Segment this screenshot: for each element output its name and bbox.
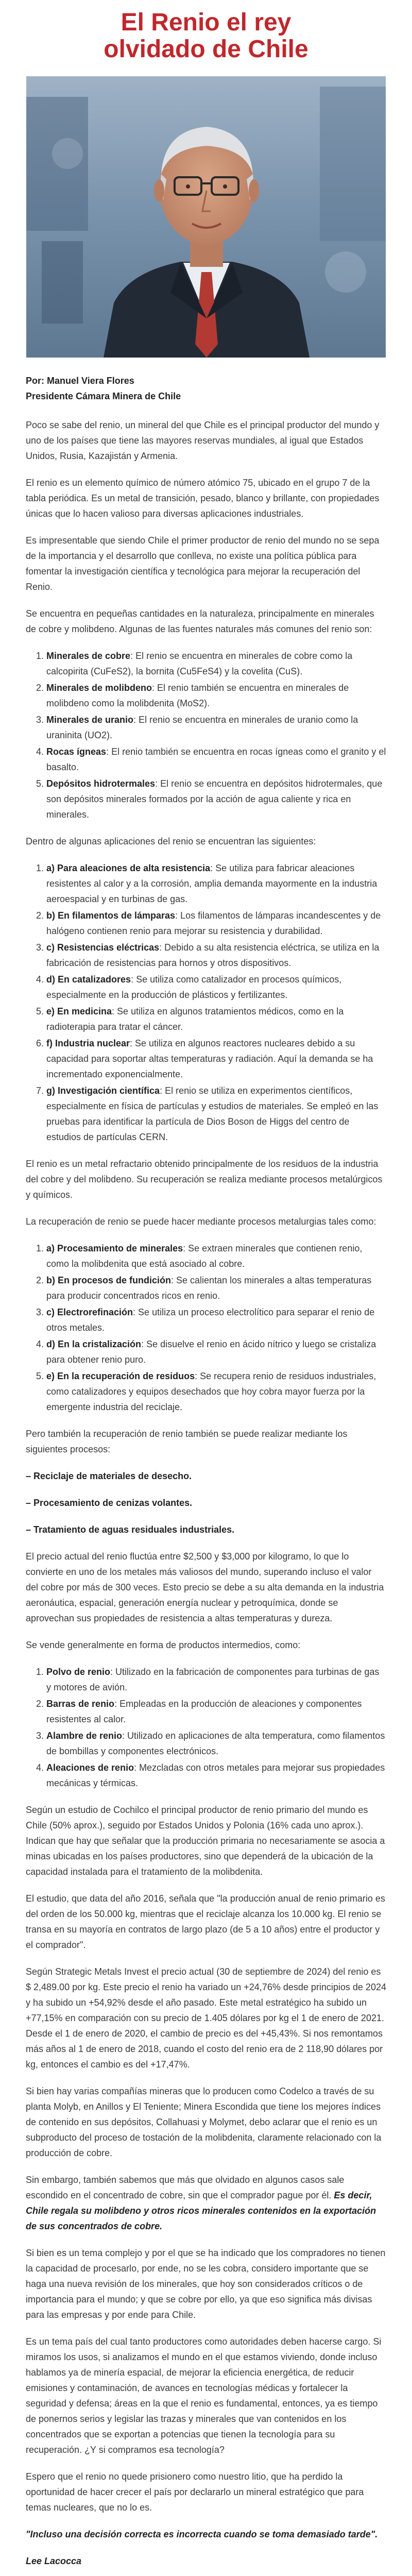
list-item: 7. g) Investigación científica: El renio se utiliza en experimentos científicos, especialmente en física de partículas y estudios de materiales. Se empleó en las pruebas para identificar la partícula de Dios Boson de Higgs del centro de estudios de partículas CERN. bbox=[46, 1083, 386, 1145]
list-item: 1. a) Para aleaciones de alta resistencia: Se utiliza para fabricar aleaciones resistentes al calor y a la corrosión, amplia demanda mayormente en la industria aeroespacial y en turbinas de gas. bbox=[46, 860, 386, 907]
list-item: 4. d) En la cristalización: Se disuelve el renio en ácido nítrico y luego se cristaliza para obtener renio puro. bbox=[46, 1336, 386, 1367]
paragraph: Es un tema país del cual tanto productores como autoridades deben hacerse cargo. Si miramos los usos, si analizamos el mundo en el que estamos viviendo, donde incluso hablamos ya de minería espacial, de mejorar la eficiencia energética, de reducir emisiones y contaminación, de avances en tecnologías médicas y fortalecer la seguridad y defensa; áreas en la que el renio es fundamental, entonces, ya es tiempo de ponernos serios y legislar las trazas y minerales que van contenidos en los concentrados que se exportan a potencias que tienen la tecnología para su recuperación. ¿Y si compramos esa tecnología? bbox=[26, 2336, 382, 2455]
list-item: 5. e) En la recuperación de residuos: Se recupera renio de residuos industriales, como catalizadores y equipos desechados que hoy cobra mayor fuerza por la emergente industria del reciclaje. bbox=[46, 1368, 386, 1415]
list-item: 4. Rocas ígneas: El renio también se encuentra en rocas ígneas como el granito y el basalto. bbox=[46, 744, 386, 775]
closing-quote: "Incluso una decisión correcta es incorrecta cuando se toma demasiado tarde". bbox=[26, 2529, 378, 2539]
article-body bbox=[0, 373, 412, 2569]
paragraph: Se encuentra en pequeñas cantidades en la naturaleza, principalmente en minerales de cobre y molibdeno. Algunas de las fuentes naturales más comunes del renio son: bbox=[26, 608, 374, 634]
author-portrait bbox=[26, 76, 386, 358]
list-item: 2. Minerales de molibdeno: El renio también se encuentra en minerales de molibdeno como la molibdenita (MoS2). bbox=[46, 680, 386, 711]
paragraph: Sin embargo, también sabemos que más que olvidado en algunos casos sale escondido en el concentrado de cobre, sin que el comprador pague por él. Es decir, Chile regala su molibdeno y otros ricos minerales contenidos en la exportación de sus concentrados de cobre. bbox=[26, 2175, 376, 2231]
list-item: 1. a) Procesamiento de minerales: Se extraen minerales que contienen renio, como la molibdenita que está asociado al cobre. bbox=[46, 1241, 386, 1272]
list-item: 2. b) En filamentos de lámparas: Los filamentos de lámparas incandescentes y de halógeno contienen renio para mejorar su resistencia y durabilidad. bbox=[46, 908, 386, 939]
list-item: 6. f) Industria nuclear: Se utiliza en algunos reactores nucleares debido a su capacidad para soportar altas temperaturas y radiación. Aquí la demanda se ha incrementado exponencialmente. bbox=[46, 1036, 386, 1082]
products-list bbox=[26, 1664, 386, 1791]
paragraph: El precio actual del renio fluctúa entre $2,500 y $3,000 por kilogramo, lo que lo convierte en uno de los metales más valiosos del mundo, superando incluso el valor del cobre por más de 300 veces. Esto precio se debe a su alta demanda en la industria aeronáutica, espacial, generación energía nuclear y petroquímica, donde se aprovechan sus propiedades de resistencia a altas temperaturas y dureza. bbox=[26, 1551, 384, 1623]
paragraph: Pero también la recuperación de renio también se puede realizar mediante los siguientes procesos: bbox=[26, 1429, 348, 1454]
author-name: Por: Manuel Viera Flores bbox=[26, 376, 134, 386]
process-item: – Procesamiento de cenizas volantes. bbox=[26, 1498, 193, 1508]
portrait-illustration bbox=[26, 76, 386, 358]
list-item: 1. Minerales de cobre: El renio se encuentra en minerales de cobre como la calcopirita (CuFeS2), la bornita (Cu5FeS4) y la covelita (CuS). bbox=[46, 648, 386, 679]
paragraph: Si bien es un tema complejo y por el que se ha indicado que los compradores no tienen la capacidad de procesarlo, por ende, no se les cobra, considero importante que se haga una nueva revisión de los minerales, que hoy son considerados críticos o de importancia para el mundo; y que se cobre por ello, ya que eso significa más divisas para las empresas y por ende para Chile. bbox=[26, 2248, 386, 2320]
paragraph: La recuperación de renio se puede hacer mediante procesos metalurgias tales como: bbox=[26, 1216, 376, 1227]
list-item: 5. e) En medicina: Se utiliza en algunos tratamientos médicos, como en la radioterapia para tratar el cáncer. bbox=[46, 1004, 386, 1035]
list-item: 2. b) En procesos de fundición: Se calientan los minerales a altas temperaturas para producir concentrados ricos en renio. bbox=[46, 1273, 386, 1303]
paragraph: Es impresentable que siendo Chile el primer productor de renio del mundo no se sepa de la importancia y el desarrollo que conlleva, no existe una política pública para fomentar la investigación científica y tecnológica para mejorar la recuperación del Renio. bbox=[26, 535, 380, 592]
list-item: 1. Polvo de renio: Utilizado en la fabricación de componentes para turbinas de gas y motores de avión. bbox=[46, 1664, 386, 1695]
list-item: 3. c) Electrorefinación: Se utiliza un proceso electrolítico para separar el renio de otros metales. bbox=[46, 1304, 386, 1335]
recovery-list bbox=[26, 1241, 386, 1415]
list-item: 2. Barras de renio: Empleadas en la producción de aleaciones y componentes resistentes al calor. bbox=[46, 1696, 386, 1727]
paragraph: Si bien hay varias compañías mineras que lo producen como Codelco a través de su planta Molyb, en Anillos y El Teniente; Minera Escondida que tiene los mejores índices de contenido en sus depósitos, Collahuasi y Molymet, debo aclarar que el renio es un subproducto del proceso de tostación de la molibdenita, claramente relacionado con la producción de cobre. bbox=[26, 2086, 382, 2158]
process-item: – Tratamiento de aguas residuales industriales. bbox=[26, 1524, 235, 1535]
sources-list bbox=[26, 648, 386, 822]
list-item: 3. Alambre de renio: Utilizado en aplicaciones de alta temperatura, como filamentos de bombillas y componentes electrónicos. bbox=[46, 1728, 386, 1759]
list-item: 3. c) Resistencias eléctricas: Debido a su alta resistencia eléctrica, se utiliza en la fabricación de resistencias para hornos y otros dispositivos. bbox=[46, 940, 386, 971]
list-item: 4. d) En catalizadores: Se utiliza como catalizador en procesos químicos, especialmente en la producción de plásticos y fertilizantes. bbox=[46, 972, 386, 1003]
quote-author: Lee Lacocca bbox=[26, 2556, 82, 2566]
paragraph: El renio es un elemento químico de número atómico 75, ubicado en el grupo 7 de la tabla periódica. Es un metal de transición, pesado, blanco y brillante, con propiedades únicas que lo hacen valioso para diversas aplicaciones industriales. bbox=[26, 478, 380, 519]
emphasis: Es decir, Chile regala su molibdeno y otros ricos minerales contenidos en la exportación de sus concentrados de cobre. bbox=[26, 2190, 376, 2231]
paragraph: Dentro de algunas aplicaciones del renio se encuentran las siguientes: bbox=[26, 836, 316, 846]
article-title: El Renio el rey olvidado de Chile bbox=[104, 9, 308, 63]
byline bbox=[26, 373, 386, 404]
paragraph: Poco se sabe del renio, un mineral del que Chile es el principal productor del mundo y uno de los países que tiene las mayores reservas mundiales, al igual que Estados Unidos, Rusia, Kazajistán y Armenia. bbox=[26, 420, 380, 461]
applications-list bbox=[26, 860, 386, 1145]
paragraph: El renio es un metal refractario obtenido principalmente de los residuos de la industria del cobre y del molibdeno. Su recuperación se realiza mediante procesos metalúrgicos y químicos. bbox=[26, 1159, 383, 1200]
author-role: Presidente Cámara Minera de Chile bbox=[26, 391, 181, 401]
paragraph: Según un estudio de Cochilco el principal productor de renio primario del mundo es Chile (50% aprox.), seguido por Estados Unidos y Polonia (16% cada uno aprox.). Indican que hay que señalar que la producción primaria no necesariamente se asocia a minas ubicadas en los países productores, sino que dependerá de la ubicación de la capacidad instalada para el tratamiento de la molibdenita. bbox=[26, 1805, 385, 1877]
list-item: 5. Depósitos hidrotermales: El renio se encuentra en depósitos hidrotermales, que son depósitos minerales formados por la acción de agua caliente y rica en minerales. bbox=[46, 776, 386, 822]
paragraph: Según Strategic Metals Invest el precio actual (30 de septiembre de 2024) del renio es $ 2,489.00 por kg. Este precio el renio ha variado un +24,76% desde principios de 2024 y ha subido un +54,92% desde el año pasado. Este metal estratégico ha subido un +77,15% en comparación con su precio de 1.405 dólares por kg el 1 de enero de 2021. Desde el 1 de enero de 2020, el cambio de precio es del +45,43%. Si nos remontamos más años al 1 de enero de 2018, cuando el costo del renio era de 2 118,90 dólares por kg, entonces el cambio es del +17,47%. bbox=[26, 1967, 386, 2070]
process-item: – Reciclaje de materiales de desecho. bbox=[26, 1471, 192, 1481]
list-item: 4. Aleaciones de renio: Mezcladas con otros metales para mejorar sus propiedades mecánicas y térmicas. bbox=[46, 1760, 386, 1791]
paragraph: Se vende generalmente en forma de productos intermedios, como: bbox=[26, 1640, 301, 1650]
paragraph: Espero que el renio no quede prisionero como nuestro litio, que ha perdido la oportunidad de hacer crecer el país por declararlo un mineral estratégico que para temas nucleares, que no lo es. bbox=[26, 2471, 364, 2513]
list-item: 3. Minerales de uranio: El renio se encuentra en minerales de uranio como la uraninita (UO2). bbox=[46, 712, 386, 743]
paragraph: El estudio, que data del año 2016, señala que "la producción anual de renio primario es del orden de los 50.000 kg, mientras que el reciclaje alcanza los 10.000 kg. El renio se transa en su mayoría en contratos de largo plazo (de 5 a 10 años) entre el productor y el comprador". bbox=[26, 1893, 385, 1950]
